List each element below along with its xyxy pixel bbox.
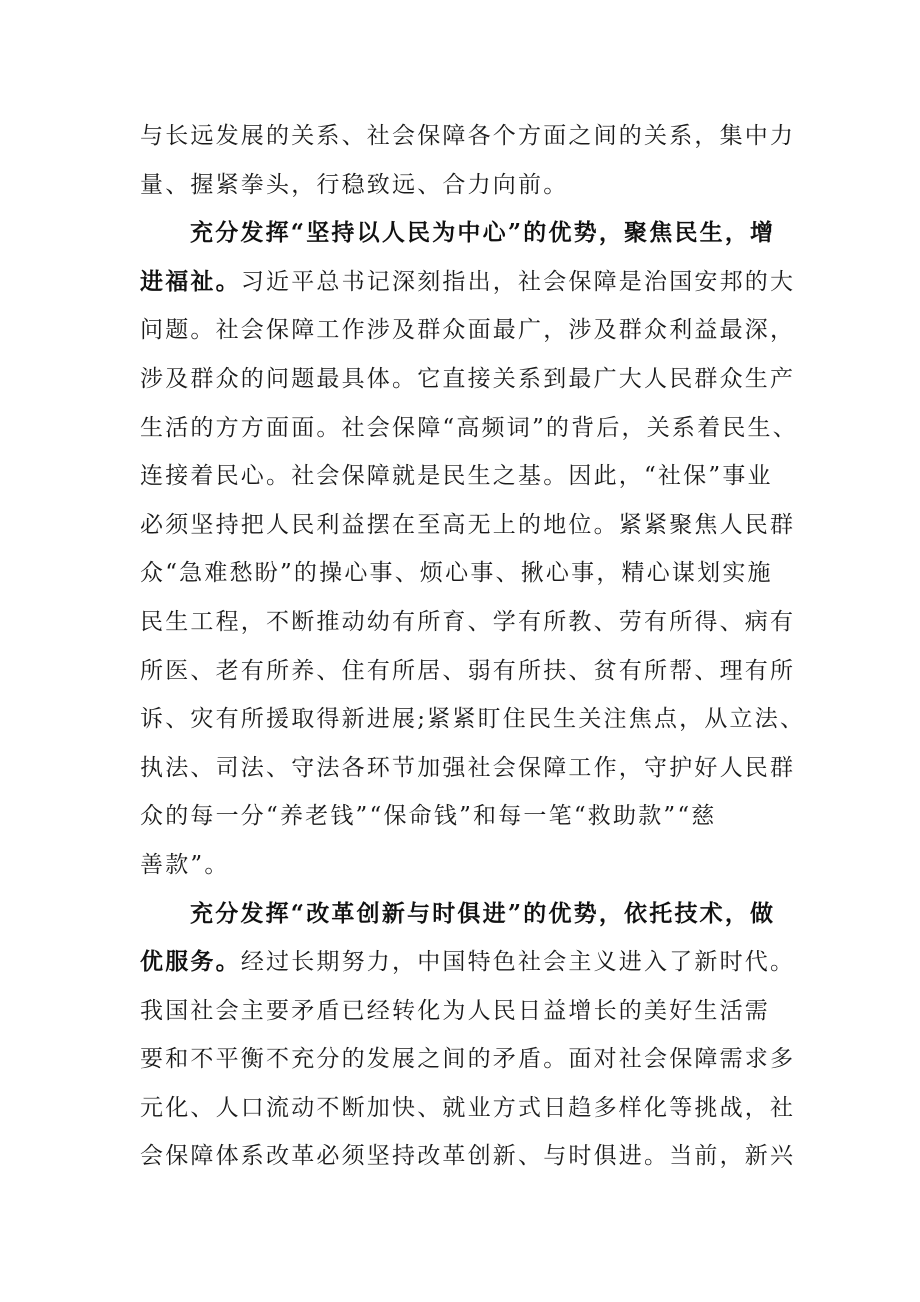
text-line: 连接着民心。社会保障就是民生之基。因此，“社保”事业 [140,463,773,490]
text-line: 与长远发展的关系、社会保障各个方面之间的关系，集中力 [140,123,796,149]
text-line: 善款”。 [140,851,230,878]
text-line: 问题。社会保障工作涉及群众面最广，涉及群众利益最深， [140,317,796,344]
text-line [140,209,800,258]
text-line: 执法、司法、守法各环节加强社会保障工作，守护好人民群 [140,754,796,781]
text-line: 众的每一分“养老钱”“保命钱”和每一笔“救助款”“慈 [140,803,717,830]
paragraph-reform-innovation [140,890,800,1182]
bold-heading-text: 优服务。 [140,948,241,976]
text-line [140,890,800,939]
text-line: 民生工程，不断推动幼有所育、学有所教、劳有所得、病有 [140,608,796,635]
text-line [140,258,800,307]
text-line: 会保障体系改革必须坚持改革创新、与时俱进。当前，新兴 [140,1143,796,1170]
body-text-run: 习近平总书记深刻指出，社会保障是治国安邦的大 [240,268,796,295]
text-line: 量、握紧拳头，行稳致远、合力向前。 [140,171,569,198]
text-line: 众“急难愁盼”的操心事、烦心事、揪心事，精心谋划实施 [140,560,773,587]
body-text-run: 经过长期努力，中国特色社会主义进入了新时代。 [240,949,796,976]
text-line: 我国社会主要矛盾已经转化为人民日益增长的美好生活需 [140,997,770,1024]
text-line: 必须坚持把人民利益摆在至高无上的地位。紧紧聚焦人民群 [140,511,796,538]
text-line: 诉、灾有所援取得新进展;紧紧盯住民生关注焦点，从立法、 [140,706,806,733]
bold-heading-text: 充分发挥“坚持以人民为中心”的优势，聚焦民生，增 [190,219,776,247]
bold-heading-text: 进福祉。 [140,267,241,295]
text-line: 要和不平衡不充分的发展之间的矛盾。面对社会保障需求多 [140,1046,796,1073]
text-line: 生活的方方面面。社会保障“高频词”的背后，关系着民生、 [140,414,798,441]
text-line: 元化、人口流动不断加快、就业方式日趋多样化等挑战，社 [140,1094,796,1121]
text-line: 所医、老有所养、住有所居、弱有所扶、贫有所帮、理有所 [140,657,796,684]
paragraph-people-centered [140,209,806,889]
bold-heading-text: 充分发挥“改革创新与时俱进”的优势，依托技术，做 [190,899,776,927]
text-line: 涉及群众的问题最具体。它直接关系到最广大人民群众生产 [140,365,796,392]
body-text [140,112,806,1181]
paragraph-continuation [140,112,800,209]
text-line [140,938,800,987]
